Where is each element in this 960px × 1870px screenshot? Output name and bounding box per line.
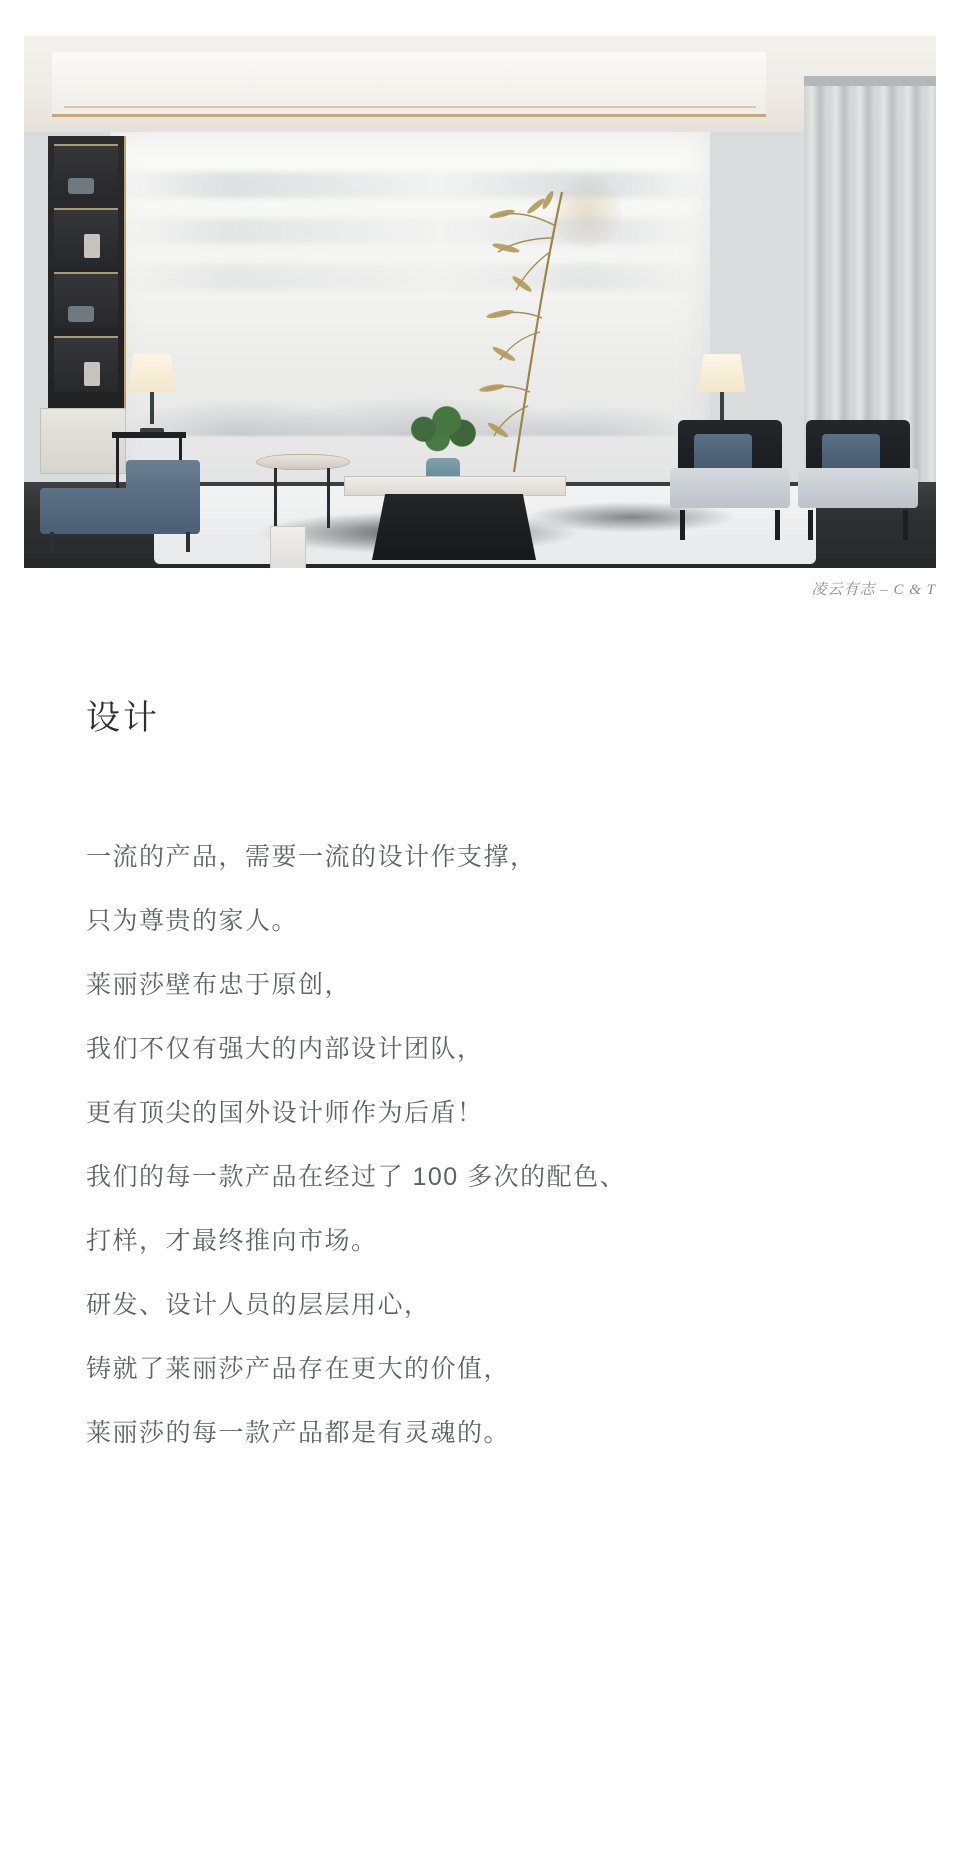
right-armchair-back <box>670 420 790 540</box>
hero-image-container <box>24 36 936 568</box>
body-line: 莱丽莎的每一款产品都是有灵魂的。 <box>86 1419 511 1447</box>
round-table-leg <box>327 468 330 528</box>
section-title: 设计 <box>86 699 160 737</box>
sofa-leg <box>186 532 190 552</box>
armchair-leg <box>808 510 813 540</box>
lamp-shade <box>698 354 746 392</box>
body-line: 更有顶尖的国外设计师作为后盾！ <box>86 1099 484 1127</box>
lamp-shade <box>128 354 176 392</box>
side-table-top <box>112 432 186 438</box>
curtain-rod <box>804 76 936 86</box>
shelf-ornament <box>84 234 100 258</box>
sofa-seat <box>40 488 200 534</box>
body-line: 研发、设计人员的层层用心， <box>86 1291 431 1319</box>
table-lamp-left <box>128 354 176 434</box>
design-section <box>86 690 886 1465</box>
shelf-niche <box>54 272 118 328</box>
body-line: 一流的产品，需要一流的设计作支撑， <box>86 843 537 871</box>
coffee-table-top <box>344 476 566 496</box>
sofa-leg <box>50 532 54 552</box>
armchair-leg <box>775 510 780 540</box>
shelf-niche <box>54 144 118 200</box>
right-armchair-front <box>798 420 918 540</box>
section-body <box>86 825 886 1465</box>
body-line: 我们的每一款产品在经过了 100 多次的配色、 <box>86 1163 627 1191</box>
ceiling <box>24 36 936 132</box>
shelf-niche <box>54 208 118 264</box>
body-line: 莱丽莎壁布忠于原创， <box>86 971 352 999</box>
ceiling-gold-trim <box>64 106 756 108</box>
coffee-table-base <box>372 494 536 560</box>
image-caption: 凌云有志 – C & T <box>811 582 936 598</box>
potted-plant <box>396 404 488 486</box>
body-line: 只为尊贵的家人。 <box>86 907 299 935</box>
mural-mist-band <box>110 264 710 290</box>
body-line: 铸就了莱丽莎产品存在更大的价值， <box>86 1355 511 1383</box>
body-line: 打样，才最终推向市场。 <box>86 1227 378 1255</box>
shelf-ornament <box>68 178 94 194</box>
living-room-interior-photo <box>24 36 936 568</box>
plant-foliage <box>396 404 488 460</box>
round-table-leg <box>274 468 277 528</box>
round-table-top <box>256 454 350 470</box>
armchair-pillow <box>822 434 880 472</box>
armchair-leg <box>680 510 685 540</box>
shelf-niche <box>54 336 118 392</box>
shelf-ornament <box>68 306 94 322</box>
armchair-pillow <box>694 434 752 472</box>
lamp-stem <box>150 392 154 424</box>
armchair-leg <box>903 510 908 540</box>
left-sofa <box>40 460 200 556</box>
armchair-seat <box>670 468 790 508</box>
mural-mist-band <box>110 218 710 244</box>
shelf-ornament <box>84 362 100 386</box>
mural-mist-band <box>110 172 710 198</box>
coffee-table <box>344 476 564 562</box>
display-shelf-unit <box>48 136 126 408</box>
armchair-seat <box>798 468 918 508</box>
body-line: 我们不仅有强大的内部设计团队， <box>86 1035 484 1063</box>
marble-stool <box>270 526 306 568</box>
